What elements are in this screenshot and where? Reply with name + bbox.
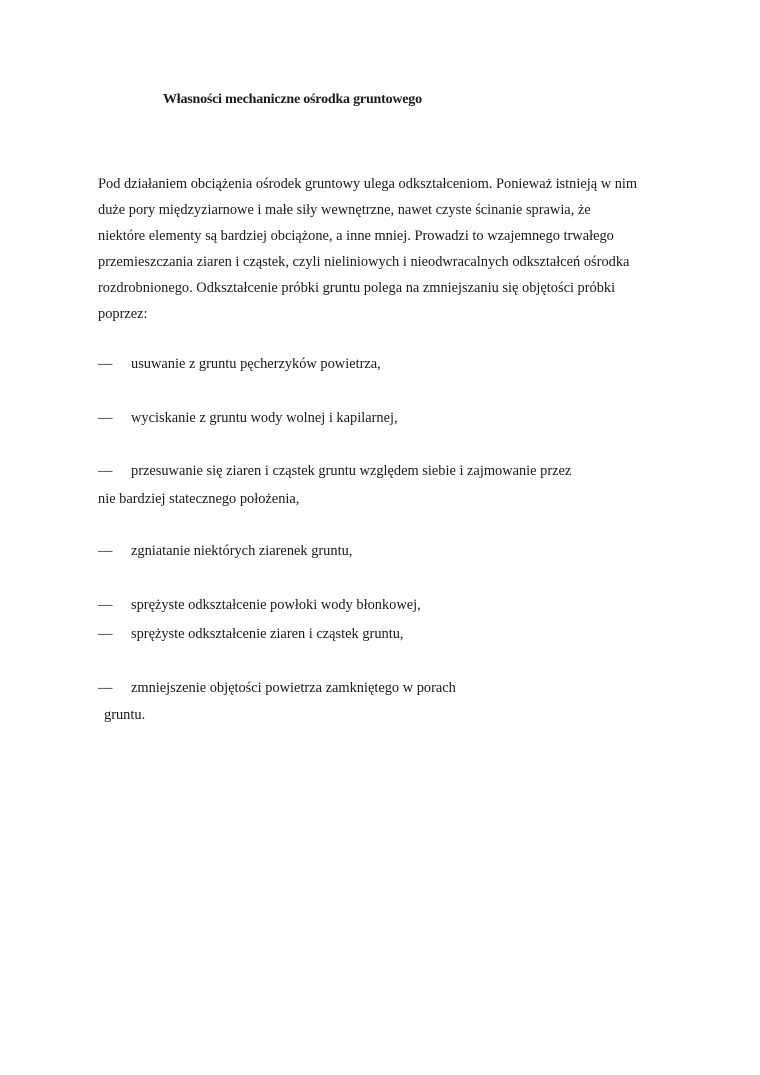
dash-bullet: — (98, 626, 113, 642)
list-item-text: przesuwanie się ziaren i cząstek gruntu względem siebie i zajmowanie przez (131, 463, 572, 479)
intro-line: poprzez: (98, 306, 148, 322)
intro-line: przemieszczania ziaren i cząstek, czyli nieliniowych i nieodwracalnych odkształceń ośrodka (98, 254, 630, 270)
intro-line: Pod działaniem obciążenia ośrodek gruntowy ulega odkształceniom. Ponieważ istnieją w nim (98, 176, 638, 192)
list-item-continuation: gruntu. (104, 707, 146, 723)
dash-bullet: — (98, 543, 113, 559)
intro-line: rozdrobnionego. Odkształcenie próbki gruntu polega na zmniejszaniu się objętości próbki (98, 280, 616, 296)
dash-bullet: — (98, 597, 113, 613)
dash-bullet: — (98, 463, 113, 479)
list-item-text: zmniejszenie objętości powietrza zamkniętego w porach (131, 680, 456, 696)
dash-bullet: — (98, 680, 113, 696)
list-item-text: sprężyste odkształcenie ziaren i cząstek gruntu, (131, 626, 404, 642)
list-item-continuation: nie bardziej statecznego położenia, (98, 491, 300, 507)
intro-paragraph (98, 171, 698, 327)
list-item-text: sprężyste odkształcenie powłoki wody błonkowej, (131, 597, 421, 613)
list-item-text: zgniatanie niektórych ziarenek gruntu, (131, 543, 353, 559)
list-item-text: usuwanie z gruntu pęcherzyków powietrza, (131, 356, 381, 372)
dash-bullet: — (98, 356, 113, 372)
dash-bullet: — (98, 410, 113, 426)
list-item-text: wyciskanie z gruntu wody wolnej i kapilarnej, (131, 410, 398, 426)
intro-line: duże pory międzyziarnowe i małe siły wewnętrzne, nawet czyste ścinanie sprawia, że (98, 202, 591, 218)
intro-line: niektóre elementy są bardziej obciążone, a inne mniej. Prowadzi to wzajemnego trwałego (98, 228, 614, 244)
document-title: Własności mechaniczne ośrodka gruntowego (163, 92, 422, 107)
